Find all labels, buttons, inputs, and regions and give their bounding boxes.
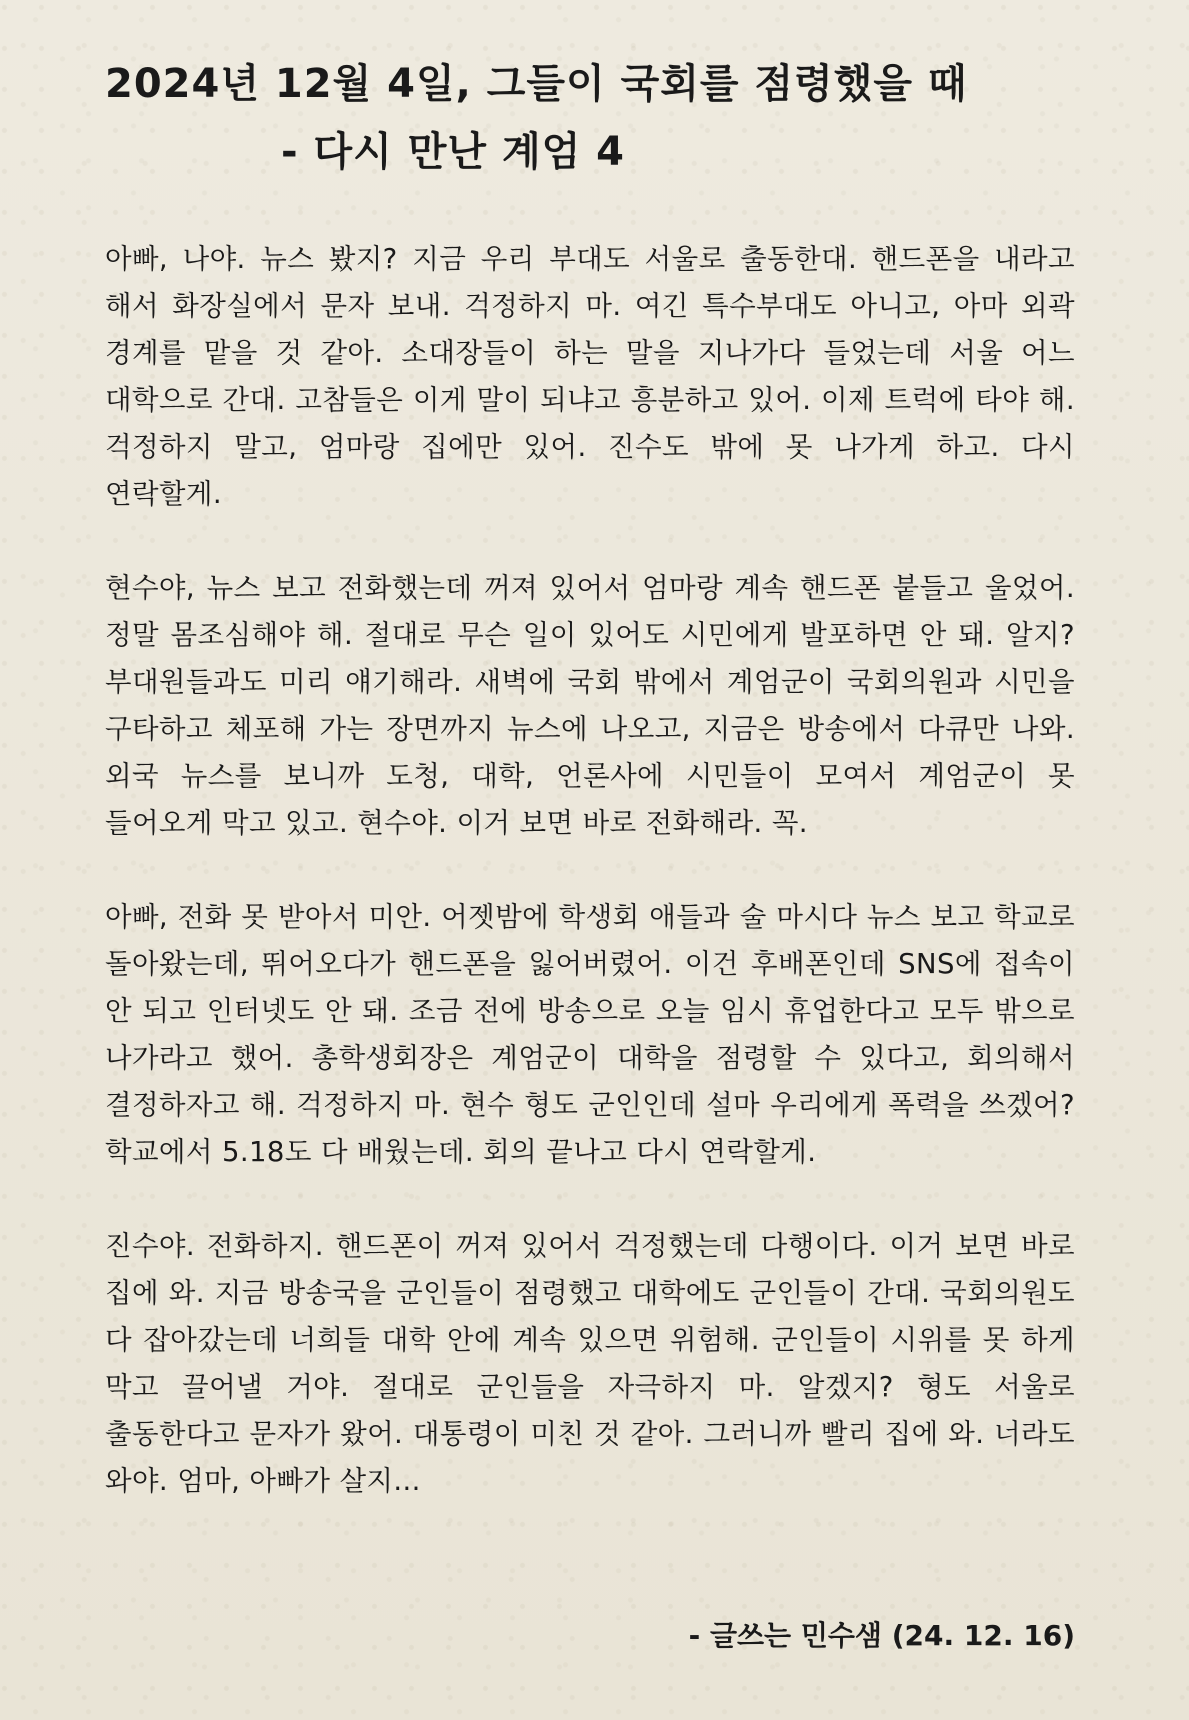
paragraph-2: 현수야, 뉴스 보고 전화했는데 꺼져 있어서 엄마랑 계속 핸드폰 붙들고 울었어. 정말 몸조심해야 해. 절대로 무슨 일이 있어도 시민에게 발포하면 안 돼. 알지? 부대원들과도 미리 얘기해라. 새벽에 국회 밖에서 계엄군이 국회의원과 시민을 구타하고 체포해 가는 장면까지 뉴스에 나오고, 지금은 방송에서 다큐만 나와. 외국 뉴스를 보니까 도청, 대학, 언론사에 시민들이 모여서 계엄군이 못 들어오게 막고 있고. 현수야. 이거 보면 바로 전화해라. 꼭.	[105, 572, 1076, 839]
document-title: 2024년 12월 4일, 그들이 국회를 점령했을 때	[105, 61, 968, 107]
paragraph-4: 진수야. 전화하지. 핸드폰이 꺼져 있어서 걱정했는데 다행이다. 이거 보면 바로 집에 와. 지금 방송국을 군인들이 점령했고 대학에도 군인들이 간대. 국회의원도 다 잡아갔는데 너희들 대학 안에 계속 있으면 위험해. 군인들이 시위를 못 하게 막고 끌어낼 거야. 절대로 군인들을 자극하지 마. 알겠지? 형도 서울로 출동한다고 문자가 왔어. 대통령이 미친 것 같아. 그러니까 빨리 집에 와. 너라도 와야. 엄마, 아빠가 살지...	[105, 1230, 1075, 1497]
document-subtitle: - 다시 만난 계엄 4	[281, 129, 625, 175]
paragraph-1: 아빠, 나야. 뉴스 봤지? 지금 우리 부대도 서울로 출동한대. 핸드폰을 내라고 해서 화장실에서 문자 보내. 걱정하지 마. 여긴 특수부대도 아니고, 아마 외곽 경계를 맡을 것 같아. 소대장들이 하는 말을 지나가다 들었는데 서울 어느 대학으로 간대. 고참들은 이게 말이 되냐고 흥분하고 있어. 이제 트럭에 타야 해. 걱정하지 말고, 엄마랑 집에만 있어. 진수도 밖에 못 나가게 하고. 다시 연락할게.	[105, 243, 1075, 510]
document-body	[105, 236, 1075, 1505]
paragraph-3: 아빠, 전화 못 받아서 미안. 어젯밤에 학생회 애들과 술 마시다 뉴스 보고 학교로 돌아왔는데, 뛰어오다가 핸드폰을 잃어버렸어. 이건 후배폰인데 SNS에 접속이 안 되고 인터넷도 안 돼. 조금 전에 방송으로 오늘 임시 휴업한다고 모두 밖으로 나가라고 했어. 총학생회장은 계엄군이 대학을 점령할 수 있다고, 회의해서 결정하자고 해. 걱정하지 마. 현수 형도 군인인데 설마 우리에게 폭력을 쓰겠어? 학교에서 5.18도 다 배웠는데. 회의 끝나고 다시 연락할게.	[105, 901, 1075, 1168]
author-signature: - 글쓰는 민수샘 (24. 12. 16)	[688, 1619, 1075, 1652]
